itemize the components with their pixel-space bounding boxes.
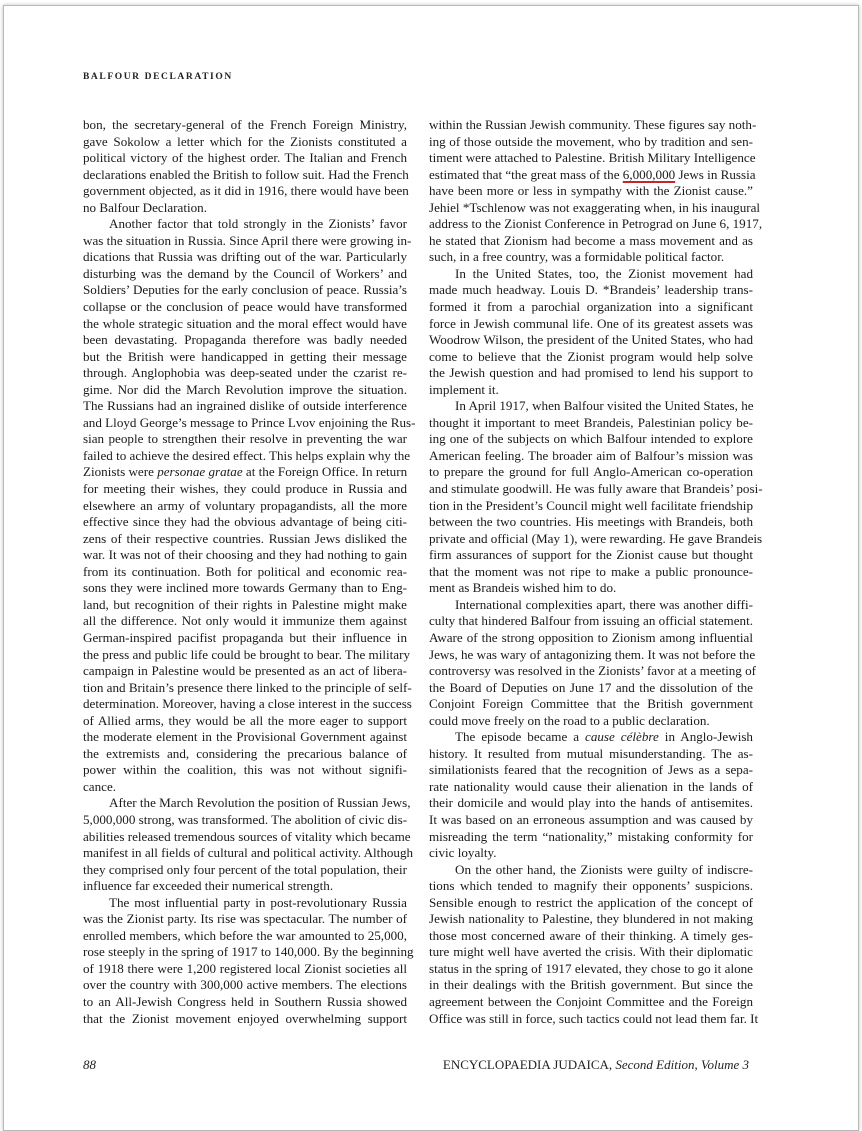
text-line: It was based on an erroneous assumption and was caused by — [429, 811, 753, 827]
text-line: campaign in Palestine would be presented as an act of libera- — [83, 663, 407, 679]
text-line: could move freely on the road to a public declaration. — [429, 712, 710, 728]
text-line: rate nationality would cause their alienation in the lands of — [429, 778, 753, 794]
text-line: Conjoint Foreign Committee that the British government — [429, 696, 753, 712]
text-line: The episode became a cause célèbre in Anglo-Jewish — [455, 729, 753, 745]
text-line: disturbing was the demand by the Council of Workers’ and — [83, 265, 407, 281]
text-line: In April 1917, when Balfour visited the United States, he — [455, 398, 754, 414]
text-line: power within the coalition, this was not without signifi- — [83, 762, 407, 778]
text-line: Jews, he was wary of antagonizing them. It was not before the — [429, 646, 756, 662]
text-line: and Lloyd George’s message to Prince Lvov enjoining the Rus- — [83, 414, 416, 430]
text-line: rose steeply in the spring of 1917 to 140,000. By the beginning — [83, 944, 414, 960]
text-line: within the Russian Jewish community. These figures say noth- — [429, 117, 757, 132]
edition-label: Second Edition, — [615, 1057, 698, 1072]
text-line: was the situation in Russia. Since April there were growing in- — [83, 232, 412, 248]
left-column — [83, 117, 416, 1027]
text-line: thought it important to meet Brandeis, Palestinian policy be- — [429, 414, 753, 430]
text-line: declarations enabled the British to follow suit. Had the French — [83, 166, 409, 182]
text-line: of Allied arms, they would be all the more eager to support — [83, 712, 407, 728]
text-line: those most concerned aware of their thinking. A timely ges- — [429, 927, 753, 943]
text-line: gime. Nor did the March Revolution improve the situation. — [83, 381, 407, 397]
text-line: for meeting their wishes, they could produce in Russia and — [83, 481, 407, 497]
highlighted-figure: 6,000,000 — [622, 166, 676, 182]
text-line: made much headway. Louis D. *Brandeis’ leadership trans- — [429, 282, 753, 298]
italic-phrase: personae gratae — [157, 464, 243, 480]
text-line: formed it from a parochial organization into a significant — [429, 299, 753, 315]
text-line: come to believe that the Zionist program would help solve — [429, 348, 753, 364]
text-line: culty that hindered Balfour from issuing an official statement. — [429, 613, 753, 629]
text-line: the Board of Deputies on June 17 and the dissolution of the — [429, 679, 753, 695]
right-column — [429, 117, 763, 1027]
text-line: manifest in all fields of cultural and political activity. Although — [83, 845, 414, 861]
volume-label: Volume 3 — [700, 1057, 749, 1072]
text-line: but the British were handicapped in getting their message — [83, 348, 407, 364]
text-line: tions which tended to magnify their opponents’ suspicions. — [429, 878, 753, 894]
text-line: influence far exceeded their numerical strength. — [83, 878, 334, 894]
text-line: 5,000,000 strong, was transformed. The abolition of civic dis- — [83, 811, 408, 827]
text-line: to an All-Jewish Congress held in Southern Russia showed — [83, 993, 407, 1009]
text-line: The Russians had an ingrained dislike of outside interference — [83, 398, 407, 414]
text-line: agreement between the Conjoint Committee and the Foreign — [429, 993, 753, 1009]
text-line: over the country with 300,000 active members. The elections — [83, 977, 407, 993]
text-line: that the moment was not ripe to make a public pronounce- — [429, 563, 753, 579]
publication-title: ENCYCLOPAEDIA JUDAICA, — [442, 1057, 613, 1072]
text-line: enrolled members, which before the war amounted to 25,000, — [83, 927, 407, 943]
text-line: private and official (May 1), were rewarding. He gave Brandeis — [429, 530, 763, 546]
text-line: they comprised only four percent of the total population, their — [83, 861, 407, 877]
text-line: the moderate element in the Provisional Government against — [83, 729, 407, 745]
text-line: been devastating. Propaganda therefore was badly needed — [83, 332, 407, 348]
page-number: 88 — [83, 1057, 96, 1072]
text-line: in their dealings with the British government. But since the — [429, 977, 753, 993]
text-line: After the March Revolution the position of Russian Jews, — [109, 795, 411, 811]
italic-phrase: cause célèbre — [585, 729, 659, 745]
text-line: that the Zionist movement enjoyed overwhelming support — [83, 1010, 407, 1026]
text-line: ing one of the subjects on which Balfour intended to explore — [429, 431, 753, 447]
text-line: dications that Russia was drifting out of the war. Particularly — [83, 249, 407, 265]
text-line: failed to achieve the desired effect. This helps explain why the — [83, 447, 411, 463]
text-line: land, but recognition of their rights in Palestine might make — [83, 596, 407, 612]
text-line: timent were attached to Palestine. British Military Intelligence — [429, 150, 756, 166]
text-line: tion in the President’s Council might well facilitate friendship — [429, 497, 753, 513]
text-line: misreading the term “nationality,” mistaking conformity for — [429, 828, 753, 844]
text-line: the press and public life could be brought to bear. The military — [83, 646, 411, 662]
text-line: determination. Moreover, having a close interest in the success — [83, 696, 412, 712]
text-line: similationists feared that the recognition of Jews as a sepa- — [429, 762, 753, 778]
running-head: BALFOUR DECLARATION — [83, 72, 233, 82]
text-line: On the other hand, the Zionists were guilty of indiscre- — [455, 861, 753, 877]
text-line: history. It resulted from mutual misunderstanding. The as- — [429, 745, 753, 761]
text-line: to prepare the ground for full Anglo-American co-operation — [429, 464, 753, 480]
text-line: abilities released tremendous sources of vitality which became — [83, 828, 411, 844]
text-line: Sensible enough to restrict the application of the concept of — [429, 894, 753, 910]
text-line: have been more or less in sympathy with the Zionist cause.” — [429, 183, 753, 199]
text-line: elsewhere an army of voluntary propagandists, all the more — [83, 497, 407, 513]
text-line: political victory of the highest order. The Italian and French — [83, 150, 407, 166]
text-line: address to the Zionist Conference in Petrograd on June 6, 1917, — [429, 216, 763, 232]
text-line: Woodrow Wilson, the president of the United States, who had — [429, 332, 753, 348]
text-line: from its continuation. Both for political and economic rea- — [83, 563, 407, 579]
text-line: he stated that Zionism had become a mass movement and as — [429, 232, 753, 248]
text-line: status in the spring of 1917 elevated, they chose to go it alone — [429, 960, 753, 976]
text-line: International complexities apart, there was another diffi- — [455, 596, 753, 612]
text-line: such, in a free country, was a formidable political factor. — [429, 249, 725, 265]
text-line: ment as Brandeis wished him to do. — [429, 580, 617, 596]
text-line: the Jewish question and had promised to lend his support to — [429, 365, 753, 381]
text-line: Aware of the strong opposition to Zionism among influential — [429, 629, 753, 645]
text-line: In the United States, too, the Zionist movement had — [455, 265, 753, 281]
text-line: was the Zionist party. Its rise was spectacular. The number of — [83, 911, 407, 927]
text-line: Soldiers’ Deputies for the early conclusion of peace. Russia’s — [83, 282, 407, 298]
text-line: The most influential party in post-revolutionary Russia — [109, 894, 407, 910]
text-line: Office was still in force, such tactics could not lead them far. It — [429, 1010, 759, 1026]
text-line: ing of those outside the movement, who by tradition and sen- — [429, 133, 753, 149]
text-line: cance. — [83, 778, 117, 794]
text-line: collapse or the conclusion of peace would have transformed — [83, 299, 407, 315]
text-line: all the difference. Not only would it immunize them against — [83, 613, 407, 629]
text-line: Jewish nationality to Palestine, they blundered in not making — [429, 911, 753, 927]
text-line: government objected, as it did in 1916, there would have been — [83, 183, 409, 199]
text-line: sons they were inclined more towards Germany than to Eng- — [83, 580, 407, 596]
text-line: civic loyalty. — [429, 845, 497, 861]
text-line: of 1918 there were 1,200 registered local Zionist societies all — [83, 960, 407, 976]
text-line: Another factor that told strongly in the Zionists’ favor — [109, 216, 407, 232]
text-line: sian people to strengthen their resolve in preventing the war — [83, 431, 407, 447]
text-line: implement it. — [429, 381, 499, 397]
text-line: German-inspired pacifist propaganda but their influence in — [83, 629, 407, 645]
text-line: and stimulate goodwill. He was fully aware that Brandeis’ posi- — [429, 481, 763, 497]
text-line: gave Sokolow a letter which for the Zionists constituted a — [83, 133, 407, 149]
text-line: bon, the secretary-general of the French Foreign Ministry, — [83, 117, 407, 132]
text-line: between the two countries. His meetings with Brandeis, both — [429, 514, 753, 530]
text-line: their domicile and would play into the hands of antisemites. — [429, 795, 753, 811]
text-line: Jehiel *Tschlenow was not exaggerating when, in his inaugural — [429, 199, 761, 215]
text-line: estimated that “the great mass of the 6,000,000 Jews in Russia — [429, 166, 756, 182]
text-line: no Balfour Declaration. — [83, 199, 207, 215]
text-line: tion and Britain’s presence there linked to the principle of self- — [83, 679, 412, 695]
text-line: controversy was resolved in the Zionists’ favor at a meeting of — [429, 663, 757, 679]
text-line: American feeling. The broader aim of Balfour’s mission was — [429, 447, 753, 463]
text-line: the extremists and, considering the precarious balance of — [83, 745, 407, 761]
text-line: the whole strategic situation and the moral effect would have — [83, 315, 407, 331]
text-line: ture might well have averted the crisis. With their diplomatic — [429, 944, 753, 960]
footer-publication — [443, 1057, 749, 1073]
text-line: through. Anglophobia was deep-seated under the czarist re- — [83, 365, 407, 381]
text-line: firm assurances of support for the Zionist cause but thought — [429, 547, 753, 563]
text-line: Zionists were personae gratae at the Foreign Office. In return — [83, 464, 408, 480]
text-line: effective since they had the obvious advantage of being citi- — [83, 514, 407, 530]
text-line: zens of their respective countries. Russian Jews disliked the — [83, 530, 407, 546]
text-line: force in Jewish communal life. One of its greatest assets was — [429, 315, 753, 331]
text-line: war. It was not of their choosing and they had nothing to gain — [83, 547, 407, 563]
